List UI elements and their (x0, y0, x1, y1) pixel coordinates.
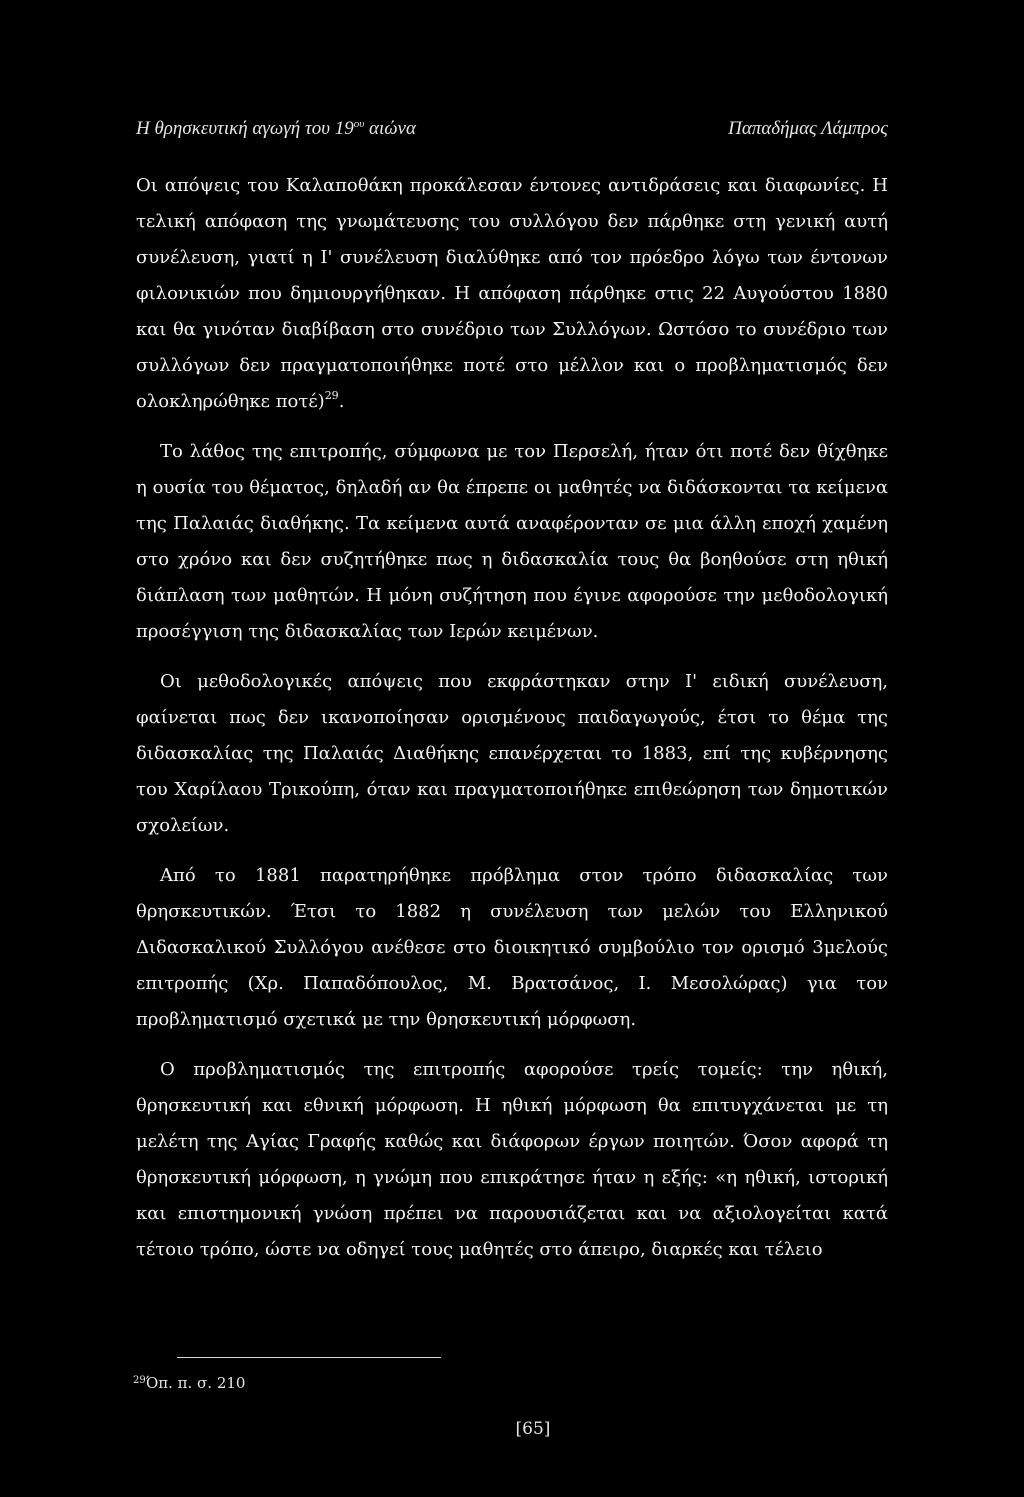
page-body (136, 168, 888, 1282)
footnote-divider (177, 1357, 441, 1358)
header-title-superscript: ου (353, 118, 365, 130)
header-title-text: Η θρησκευτική αγωγή του 19 (136, 118, 354, 139)
paragraph-5: Ο προβληματισμός της επιτροπής αφορούσε τρείς τομείς: την ηθική, θρησκευτική και εθνική μόρφωση. Η ηθική μόρφωση θα επιτυγχάνεται με τη μελέτη της Αγίας Γραφής καθώς και διάφορων έργων ποιητών. Όσον αφορά τη θρησκευτική μόρφωση, η γνώμη που επικράτησε ήταν η εξής: «η ηθική, ιστορική και επιστημονική γνώση πρέπει να παρουσιάζεται και να αξιολογείται κατά τέτοιο τρόπο, ώστε να οδηγεί τους μαθητές στο άπειρο, διαρκές και τέλειο (136, 1059, 888, 1260)
footnote-reference: 29 (324, 389, 339, 402)
header-title-suffix: αιώνα (364, 118, 416, 139)
header-title (136, 118, 416, 140)
paragraph-1 (136, 168, 888, 420)
paragraph-1-text: Οι απόψεις του Καλαποθάκη προκάλεσαν έντονες αντιδράσεις και διαφωνίες. Η τελική απόφαση της γνωμάτευσης του συλλόγου δεν πάρθηκε στη γενική αυτή συνέλευση, γιατί η Ι' συνέλευση διαλύθηκε από τον πρόεδρο λόγω των έντονων φιλονικιών που δημιουργήθηκαν. Η απόφαση πάρθηκε στις 22 Αυγούστου 1880 και θα γινόταν διαβίβαση στο συνέδριο των Συλλόγων. Ωστόσο το συνέδριο των συλλόγων δεν πραγματοποιήθηκε ποτέ στο μέλλον και ο προβληματισμός δεν ολοκληρώθηκε ποτέ) (136, 175, 888, 412)
paragraph-1-end: . (338, 391, 345, 412)
footnote-number: 29 (133, 1375, 146, 1386)
running-header (136, 118, 888, 144)
paragraph-2: Το λάθος της επιτροπής, σύμφωνα με τον Περσελή, ήταν ότι ποτέ δεν θίχθηκε η ουσία του θέματος, δηλαδή αν θα έπρεπε οι μαθητές να διδάσκονται τα κείμενα της Παλαιάς διαθήκης. Τα κείμενα αυτά αναφέρονταν σε μια άλλη εποχή χαμένη στο χρόνο και δεν συζητήθηκε πως η διδασκαλία τους θα βοηθούσε στη ηθική διάπλαση των μαθητών. Η μόνη συζήτηση που έγινε αφορούσε την μεθοδολογική προσέγγιση της διδασκαλίας των Ιερών κειμένων. (136, 441, 888, 642)
paragraph-4: Από το 1881 παρατηρήθηκε πρόβλημα στον τρόπο διδασκαλίας των θρησκευτικών. Έτσι το 1882 η συνέλευση των μελών του Ελληνικού Διδασκαλικού Συλλόγου ανέθεσε στο διοικητικό συμβούλιο τον ορισμό 3μελούς επιτροπής (Χρ. Παπαδόπουλος, Μ. Βρατσάνος, Ι. Μεσολώρας) για τον προβληματισμό σχετικά με την θρησκευτική μόρφωση. (136, 865, 888, 1030)
page-number: [65] (515, 1419, 551, 1439)
footnote-text: Όπ. π. σ. 210 (145, 1374, 246, 1392)
footnote (133, 1374, 245, 1392)
header-author: Παπαδήμας Λάμπρος (728, 118, 888, 139)
paragraph-3: Οι μεθοδολογικές απόψεις που εκφράστηκαν στην Ι' ειδική συνέλευση, φαίνεται πως δεν ικανοποίησαν ορισμένους παιδαγωγούς, έτσι το θέμα της διδασκαλίας της Παλαιάς Διαθήκης επανέρχεται το 1883, επί της κυβέρνησης του Χαρίλαου Τρικούπη, όταν και πραγματοποιήθηκε επιθεώρηση των δημοτικών σχολείων. (136, 671, 888, 836)
